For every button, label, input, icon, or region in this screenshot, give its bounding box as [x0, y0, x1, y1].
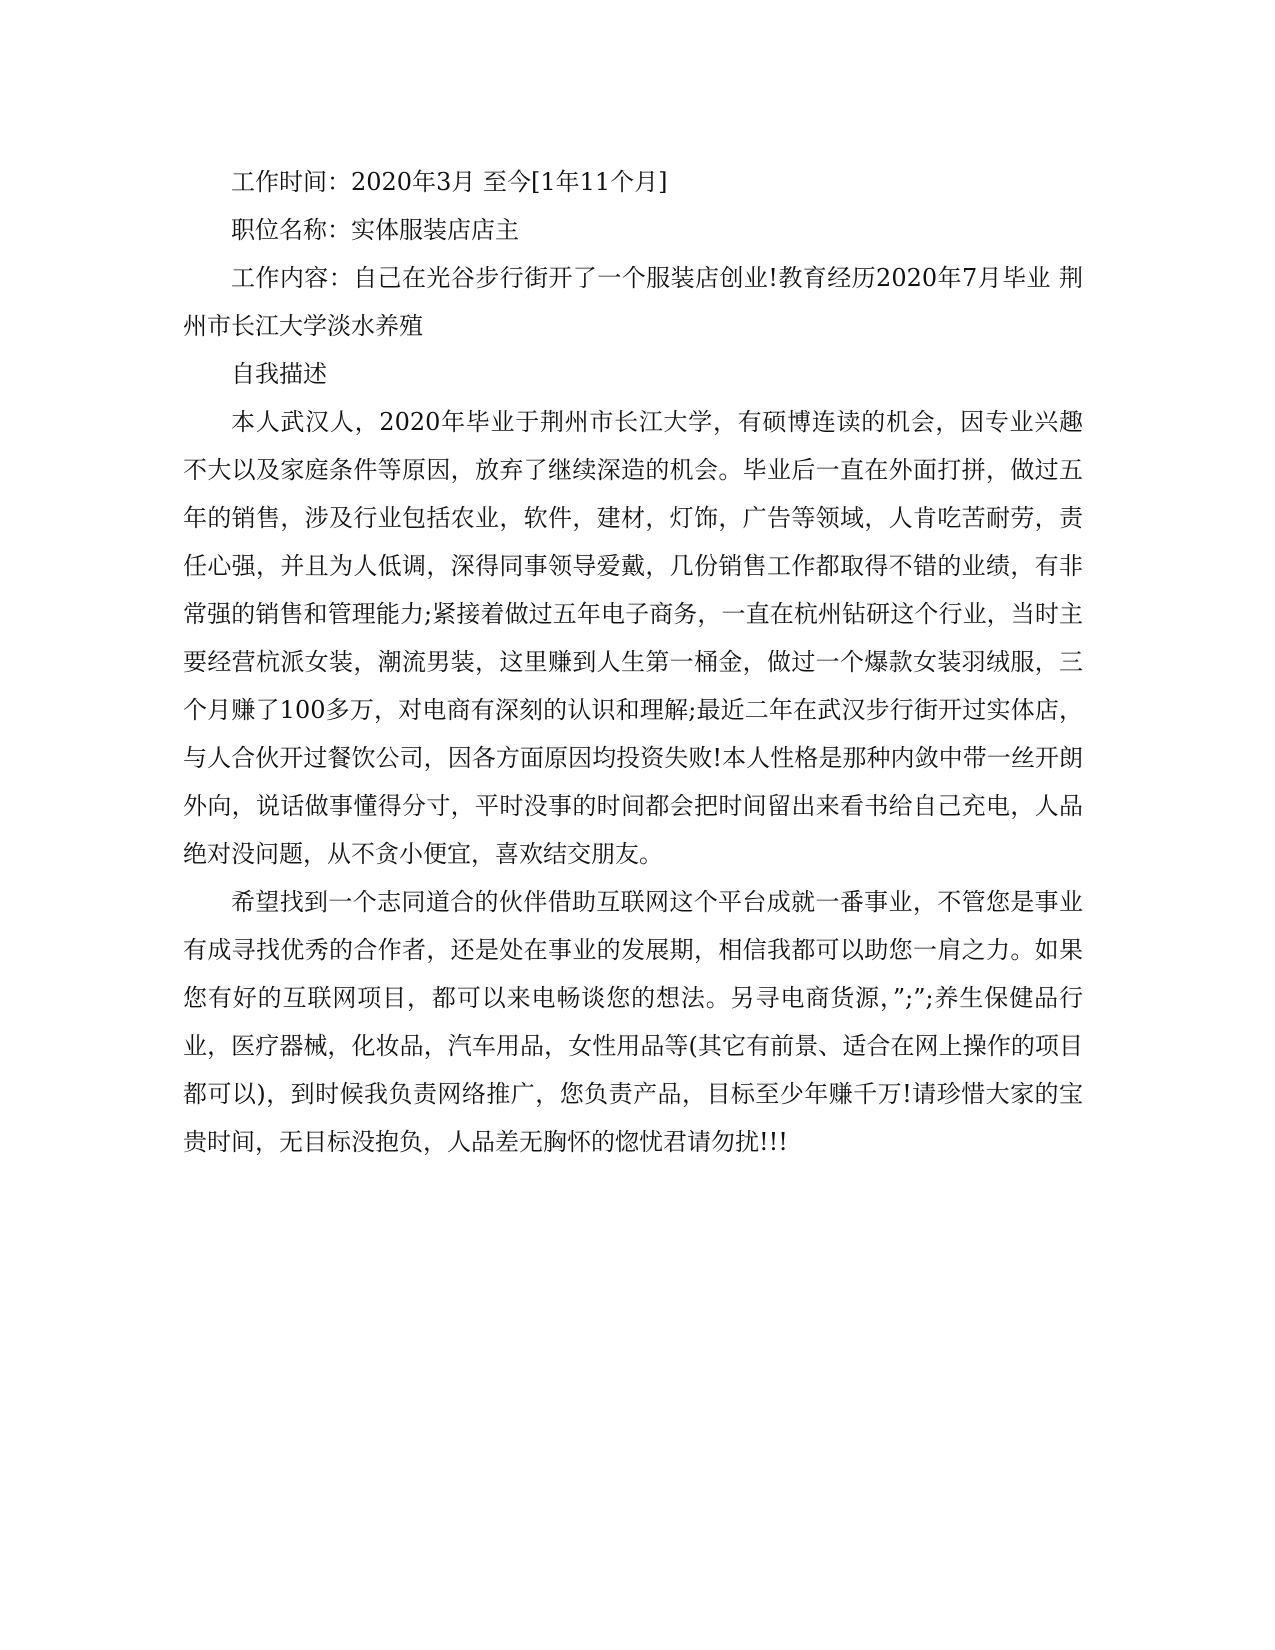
self-description-heading: 自我描述 — [231, 360, 327, 388]
hope-paragraph: 希望找到一个志同道合的伙伴借助互联网这个平台成就一番事业，不管您是事业有成寻找优秀的合作者，还是处在事业的发展期，相信我都可以助您一肩之力。如果您有好的互联网项目，都可以来电畅谈您的想法。另寻电商货源，”;”;养生保健品行业，医疗器械，化妆品，汽车用品，女性用品等(其它有前景、适合在网上操作的项目都可以)，到时候我负责网络推广，您负责产品，目标至少年赚千万!请珍惜大家的宝贵时间，无目标没抱负，人品差无胸怀的惚忧君请勿扰!!! — [183, 888, 1083, 1156]
position-title-line: 职位名称：实体服装店店主 — [231, 216, 519, 244]
self-description-paragraph: 本人武汉人，2020年毕业于荆州市长江大学，有硕博连读的机会，因专业兴趣不大以及家庭条件等原因，放弃了继续深造的机会。毕业后一直在外面打拼，做过五年的销售，涉及行业包括农业，软件，建材，灯饰，广告等领域，人肯吃苦耐劳，责任心强，并且为人低调，深得同事领导爱戴，几份销售工作都取得不错的业绩，有非常强的销售和管理能力;紧接着做过五年电子商务，一直在杭州钻研这个行业，当时主要经营杭派女装，潮流男装，这里赚到人生第一桶金，做过一个爆款女装羽绒服，三个月赚了100多万，对电商有深刻的认识和理解;最近二年在武汉步行街开过实体店，与人合伙开过餐饮公司，因各方面原因均投资失败!本人性格是那种内敛中带一丝开朗外向，说话做事懂得分寸，平时没事的时间都会把时间留出来看书给自己充电，人品绝对没问题，从不贪小便宜，喜欢结交朋友。 — [183, 408, 1083, 868]
work-time-line: 工作时间：2020年3月 至今[1年11个月] — [231, 168, 668, 196]
document-body — [183, 158, 1083, 1166]
work-content-line: 工作内容：自己在光谷步行街开了一个服装店创业!教育经历2020年7月毕业 荆州市长江大学淡水养殖 — [183, 264, 1083, 340]
